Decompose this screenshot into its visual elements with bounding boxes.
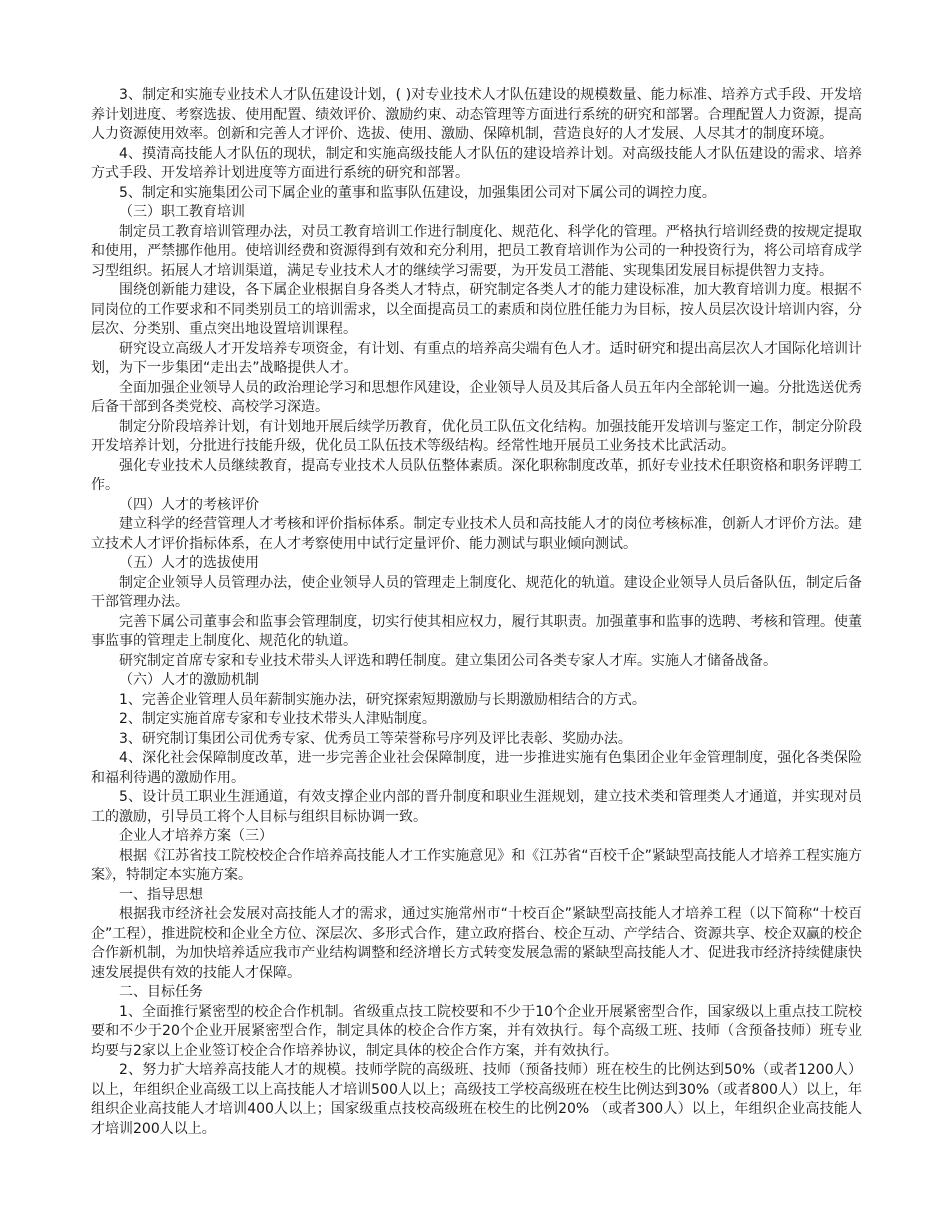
section-heading: 一、指导思想 — [119, 886, 203, 903]
paragraph: 研究设立高级人才开发培养专项资金，有计划、有重点的培养高尖端有色人才。适时研究和提出高层次人才国际化培训计划，为下一步集团“走出去”战略提供人才。 — [91, 340, 862, 376]
document-subtitle: 企业人才培养方案（三） — [119, 828, 273, 844]
paragraph: 制定企业领导人员管理办法，使企业领导人员的管理走上制度化、规范化的轨道。建设企业领导人员后备队伍，制定后备干部管理办法。 — [91, 574, 862, 610]
paragraph: 制定分阶段培养计划，有计划地开展后续学历教育，优化员工队伍文化结构。加强技能开发培训与鉴定工作，制定分阶段开发培养计划，分批进行技能升级，优化员工队伍技术等级结构。经常性地开展员工业务技术比武活动。 — [91, 418, 862, 454]
paragraph: 2、努力扩大培养高技能人才的规模。技师学院的高级班、技师（预备技师）班在校生的比例达到50%（或者1200人）以上，年组织企业高级工以上高技能人才培训500人以上；高级技工学校高级班在校生比例达到30%（或者800人）以上，年组织企业高技能人才培训400人以上；国家级重点技校高级班在校生的比例20% （或者300人）以上，年组织企业高技能人才培训200人以上。 — [91, 1062, 862, 1137]
paragraph: 4、深化社会保障制度改革，进一步完善企业社会保障制度，进一步推进实施有色集团企业年金管理制度，强化各类保险和福利待遇的激励作用。 — [91, 750, 862, 786]
paragraph: 5、设计员工职业生涯通道，有效支撑企业内部的晋升制度和职业生涯规划，建立技术类和管理类人才通道，并实现对员工的激励，引导员工将个人目标与组织目标协调一致。 — [91, 789, 862, 825]
paragraph: 围绕创新能力建设，各下属企业根据自身各类人才特点，研究制定各类人才的能力建设标准，加大教育培训力度。根据不同岗位的工作要求和不同类别员工的培训需求，以全面提高员工的素质和岗位胜任能力为目标，按人员层次设计培训内容，分层次、分类别、重点突出地设置培训课程。 — [91, 282, 862, 337]
paragraph: 5、制定和实施集团公司下属企业的董事和监事队伍建设，加强集团公司对下属公司的调控力度。 — [119, 184, 716, 201]
paragraph: 根据我市经济社会发展对高技能人才的需求，通过实施常州市“十校百企”紧缺型高技能人才培养工程（以下简称“十校百企”工程），推进院校和企业全方位、深层次、多形式合作，建立政府搭台、校企互动、产学结合、资源共享、校企双赢的校企合作新机制，为加快培养适应我市产业结构调整和经济增长方式转变发展急需的紧缺型高技能人才、促进我市经济持续健康快速发展提供有效的技能人才保障。 — [91, 906, 862, 981]
paragraph: 研究制定首席专家和专业技术带头人评选和聘任制度。建立集团公司各类专家人才库。实施人才储备战备。 — [119, 652, 777, 669]
paragraph: 完善下属公司董事会和监事会管理制度，切实行使其相应权力，履行其职责。加强董事和监事的选聘、考核和管理。使董事监事的管理走上制度化、规范化的轨道。 — [91, 613, 862, 649]
section-heading: （六）人才的激励机制 — [119, 672, 259, 688]
section-heading: 二、目标任务 — [119, 984, 203, 1000]
section-heading: （五）人才的选拔使用 — [119, 555, 259, 571]
paragraph: 根据《江苏省技工院校校企合作培养高技能人才工作实施意见》和《江苏省“百校千企”紧缺型高技能人才培养工程实施方案》，特制定本实施方案。 — [91, 847, 862, 883]
section-heading: （四）人才的考核评价 — [119, 496, 259, 513]
paragraph: 建立科学的经营管理人才考核和评价指标体系。制定专业技术人员和高技能人才的岗位考核标准，创新人才评价方法。建立技术人才评价指标体系，在人才考察使用中试行定量评价、能力测试与职业倾向测试。 — [91, 516, 862, 552]
paragraph: 1、全面推行紧密型的校企合作机制。省级重点技工院校要和不少于10个企业开展紧密型合作，国家级以上重点技工院校要和不少于20个企业开展紧密型合作，制定具体的校企合作方案，并有效执行。每个高级工班、技师（含预备技师）班专业均要与2家以上企业签订校企合作培养协议，制定具体的校企合作方案，并有效执行。 — [91, 1003, 862, 1059]
section-heading: （三）职工教育培训 — [119, 204, 245, 220]
paragraph: 4、摸清高技能人才队伍的现状，制定和实施高级技能人才队伍的建设培养计划。对高级技能人才队伍建设的需求、培养方式手段、开发培养计划进度等方面进行系统的研究和部署。 — [91, 145, 862, 181]
paragraph: 1、完善企业管理人员年薪制实施办法，研究探索短期激励与长期激励相结合的方式。 — [119, 691, 646, 708]
paragraph: 2、制定实施首席专家和专业技术带头人津贴制度。 — [119, 711, 436, 727]
paragraph: 强化专业技术人员继续教育，提高专业技术人员队伍整体素质。深化职称制度改革，抓好专业技术任职资格和职务评聘工作。 — [91, 457, 862, 493]
paragraph: 3、研究制订集团公司优秀专家、优秀员工等荣誉称号序列及评比表彰、奖励办法。 — [119, 730, 632, 747]
paragraph: 全面加强企业领导人员的政治理论学习和思想作风建设，企业领导人员及其后备人员五年内全部轮训一遍。分批选送优秀后备干部到各类党校、高校学习深造。 — [91, 379, 862, 415]
paragraph: 制定员工教育培训管理办法，对员工教育培训工作进行制度化、规范化、科学化的管理。严格执行培训经费的按规定提取和使用，严禁挪作他用。使培训经费和资源得到有效和充分利用，把员工教育培训作为公司的一种投资行为，将公司培育成学习型组织。拓展人才培训渠道，满足专业技术人才的继续学习需要，为开发员工潜能、实现集团发展目标提供智力支持。 — [91, 223, 862, 279]
paragraph: 3、制定和实施专业技术人才队伍建设计划，( )对专业技术人才队伍建设的规模数量、能力标准、培养方式手段、开发培养计划进度、考察选拔、使用配置、绩效评价、激励约束、动态管理等方面进行系统的研究和部署。合理配置人力资源，提高人力资源使用效率。创新和完善人才评价、选拔、使用、激励、保障机制，营造良好的人才发展、人尽其才的制度环境。 — [91, 87, 862, 142]
